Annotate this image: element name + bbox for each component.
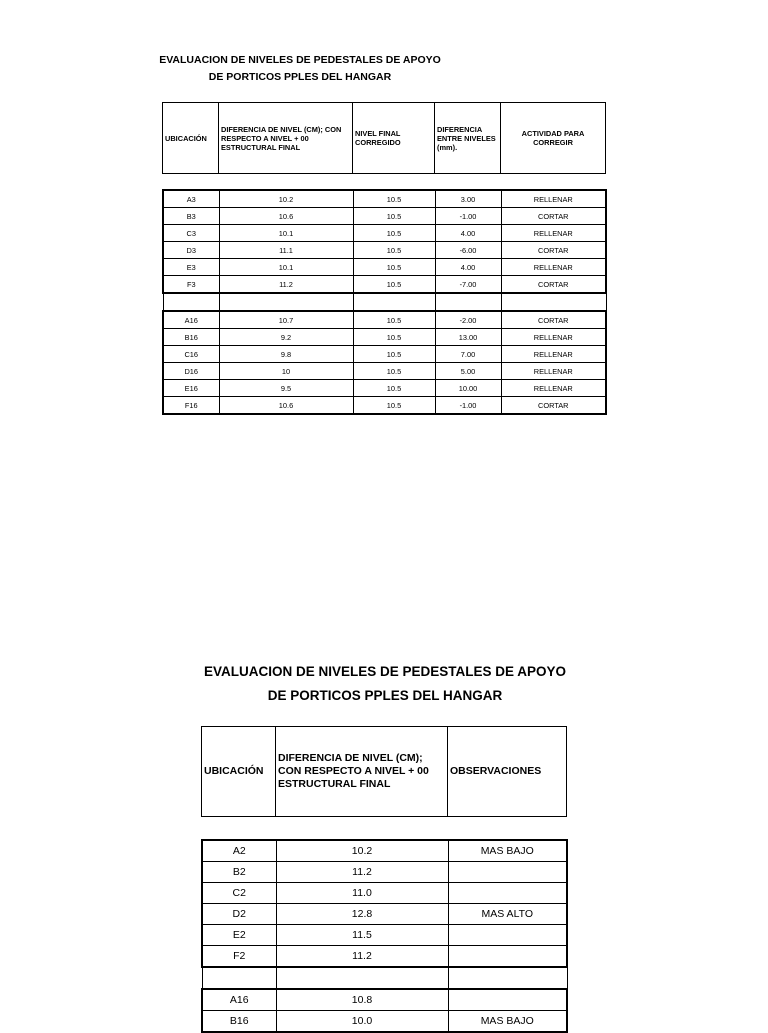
doc2-title-line2: DE PORTICOS PPLES DEL HANGAR — [267, 688, 503, 703]
cell-diferencia-nivel: 10.6 — [219, 208, 353, 225]
cell-ubicacion: F16 — [163, 397, 219, 415]
cell-observaciones: MAS BAJO — [448, 1011, 567, 1033]
table-row — [163, 208, 606, 225]
doc2-data-table — [201, 839, 568, 1033]
separator-row — [163, 293, 606, 311]
table-row — [163, 311, 606, 329]
table-row — [202, 862, 567, 883]
cell-nivel-final: 10.5 — [353, 329, 435, 346]
doc1-header-diferencia-nivel: DIFERENCIA DE NIVEL (CM); CON RESPECTO A NIVEL + 00 ESTRUCTURAL FINAL — [219, 103, 353, 174]
doc1-header-table — [162, 102, 606, 174]
empty-cell — [202, 967, 276, 989]
doc1-header-ubicacion: UBICACIÓN — [163, 103, 219, 174]
cell-diferencia-nivel: 10.2 — [276, 840, 448, 862]
doc1-title — [150, 52, 450, 86]
table-row — [202, 904, 567, 925]
cell-diferencia-nivel: 10 — [219, 363, 353, 380]
cell-actividad: RELLENAR — [501, 259, 606, 276]
table-row — [163, 259, 606, 276]
cell-diferencia-nivel: 10.7 — [219, 311, 353, 329]
empty-cell — [276, 967, 448, 989]
cell-diferencia-nivel: 10.1 — [219, 259, 353, 276]
doc2-title — [190, 660, 580, 708]
cell-diferencia-mm: 10.00 — [435, 380, 501, 397]
table-row — [163, 397, 606, 415]
table-row — [163, 190, 606, 208]
doc1-header-actividad: ACTIVIDAD PARA CORREGIR — [501, 103, 606, 174]
cell-nivel-final: 10.5 — [353, 380, 435, 397]
cell-nivel-final: 10.5 — [353, 225, 435, 242]
doc1-title-line2: DE PORTICOS PPLES DEL HANGAR — [208, 71, 392, 83]
cell-diferencia-mm: -1.00 — [435, 208, 501, 225]
doc2-header-diferencia-nivel: DIFERENCIA DE NIVEL (CM); CON RESPECTO A NIVEL + 00 ESTRUCTURAL FINAL — [276, 727, 448, 817]
table-row — [163, 363, 606, 380]
cell-nivel-final: 10.5 — [353, 311, 435, 329]
table-row — [163, 225, 606, 242]
cell-diferencia-nivel: 9.2 — [219, 329, 353, 346]
cell-actividad: RELLENAR — [501, 363, 606, 380]
empty-cell — [353, 293, 435, 311]
cell-diferencia-nivel: 10.2 — [219, 190, 353, 208]
cell-actividad: CORTAR — [501, 208, 606, 225]
cell-diferencia-nivel: 10.1 — [219, 225, 353, 242]
cell-actividad: RELLENAR — [501, 346, 606, 363]
cell-diferencia-nivel: 12.8 — [276, 904, 448, 925]
cell-diferencia-nivel: 11.0 — [276, 883, 448, 904]
cell-diferencia-nivel: 11.5 — [276, 925, 448, 946]
cell-diferencia-mm: -6.00 — [435, 242, 501, 259]
cell-nivel-final: 10.5 — [353, 242, 435, 259]
cell-ubicacion: F3 — [163, 276, 219, 294]
doc1-header-nivel-final: NIVEL FINAL CORREGIDO — [353, 103, 435, 174]
cell-diferencia-nivel: 11.2 — [276, 946, 448, 968]
cell-ubicacion: A16 — [163, 311, 219, 329]
empty-cell — [501, 293, 606, 311]
cell-nivel-final: 10.5 — [353, 363, 435, 380]
cell-actividad: RELLENAR — [501, 225, 606, 242]
cell-diferencia-mm: -2.00 — [435, 311, 501, 329]
cell-ubicacion: E16 — [163, 380, 219, 397]
cell-ubicacion: B3 — [163, 208, 219, 225]
doc2-header-ubicacion: UBICACIÓN — [202, 727, 276, 817]
cell-ubicacion: D2 — [202, 904, 276, 925]
table-row — [163, 276, 606, 294]
cell-actividad: CORTAR — [501, 242, 606, 259]
table-row — [163, 329, 606, 346]
cell-ubicacion: E2 — [202, 925, 276, 946]
table-row — [163, 346, 606, 363]
cell-observaciones — [448, 946, 567, 968]
doc1-data-table — [162, 189, 607, 415]
cell-diferencia-nivel: 11.1 — [219, 242, 353, 259]
cell-diferencia-nivel: 11.2 — [219, 276, 353, 294]
cell-nivel-final: 10.5 — [353, 259, 435, 276]
cell-ubicacion: B16 — [202, 1011, 276, 1033]
cell-nivel-final: 10.5 — [353, 397, 435, 415]
doc2-header-observaciones: OBSERVACIONES — [448, 727, 567, 817]
cell-nivel-final: 10.5 — [353, 346, 435, 363]
cell-ubicacion: D16 — [163, 363, 219, 380]
table-row — [202, 925, 567, 946]
cell-actividad: RELLENAR — [501, 190, 606, 208]
cell-observaciones — [448, 883, 567, 904]
cell-diferencia-mm: 4.00 — [435, 225, 501, 242]
cell-actividad: RELLENAR — [501, 329, 606, 346]
cell-diferencia-nivel: 9.5 — [219, 380, 353, 397]
cell-actividad: CORTAR — [501, 311, 606, 329]
table-row — [202, 946, 567, 968]
cell-diferencia-mm: 4.00 — [435, 259, 501, 276]
cell-diferencia-nivel: 11.2 — [276, 862, 448, 883]
cell-nivel-final: 10.5 — [353, 208, 435, 225]
cell-observaciones — [448, 989, 567, 1011]
empty-cell — [448, 967, 567, 989]
cell-diferencia-mm: -7.00 — [435, 276, 501, 294]
cell-nivel-final: 10.5 — [353, 276, 435, 294]
cell-ubicacion: C16 — [163, 346, 219, 363]
table-row — [163, 242, 606, 259]
cell-diferencia-nivel: 9.8 — [219, 346, 353, 363]
cell-diferencia-mm: 3.00 — [435, 190, 501, 208]
cell-ubicacion: B16 — [163, 329, 219, 346]
separator-row — [202, 967, 567, 989]
cell-diferencia-mm: 7.00 — [435, 346, 501, 363]
cell-ubicacion: A16 — [202, 989, 276, 1011]
cell-diferencia-mm: -1.00 — [435, 397, 501, 415]
cell-ubicacion: A2 — [202, 840, 276, 862]
doc1-header-diferencia-entre-niveles: DIFERENCIA ENTRE NIVELES (mm). — [435, 103, 501, 174]
cell-diferencia-mm: 13.00 — [435, 329, 501, 346]
table-row — [163, 380, 606, 397]
empty-cell — [435, 293, 501, 311]
doc1-title-line1: EVALUACION DE NIVELES DE PEDESTALES DE APOYO — [159, 54, 441, 66]
cell-actividad: CORTAR — [501, 276, 606, 294]
cell-observaciones — [448, 925, 567, 946]
table-row — [202, 1011, 567, 1033]
table-row — [202, 840, 567, 862]
cell-ubicacion: C3 — [163, 225, 219, 242]
empty-cell — [219, 293, 353, 311]
cell-ubicacion: D3 — [163, 242, 219, 259]
cell-diferencia-mm: 5.00 — [435, 363, 501, 380]
cell-ubicacion: C2 — [202, 883, 276, 904]
cell-actividad: RELLENAR — [501, 380, 606, 397]
cell-diferencia-nivel: 10.6 — [219, 397, 353, 415]
table-row — [202, 883, 567, 904]
cell-ubicacion: E3 — [163, 259, 219, 276]
cell-diferencia-nivel: 10.8 — [276, 989, 448, 1011]
cell-ubicacion: F2 — [202, 946, 276, 968]
cell-diferencia-nivel: 10.0 — [276, 1011, 448, 1033]
cell-observaciones: MAS BAJO — [448, 840, 567, 862]
doc2-header-table — [201, 726, 567, 817]
cell-ubicacion: B2 — [202, 862, 276, 883]
empty-cell — [163, 293, 219, 311]
cell-nivel-final: 10.5 — [353, 190, 435, 208]
table-row — [202, 989, 567, 1011]
doc2-title-line1: EVALUACION DE NIVELES DE PEDESTALES DE APOYO — [203, 664, 567, 679]
cell-actividad: CORTAR — [501, 397, 606, 415]
cell-observaciones — [448, 862, 567, 883]
cell-observaciones: MAS ALTO — [448, 904, 567, 925]
cell-ubicacion: A3 — [163, 190, 219, 208]
